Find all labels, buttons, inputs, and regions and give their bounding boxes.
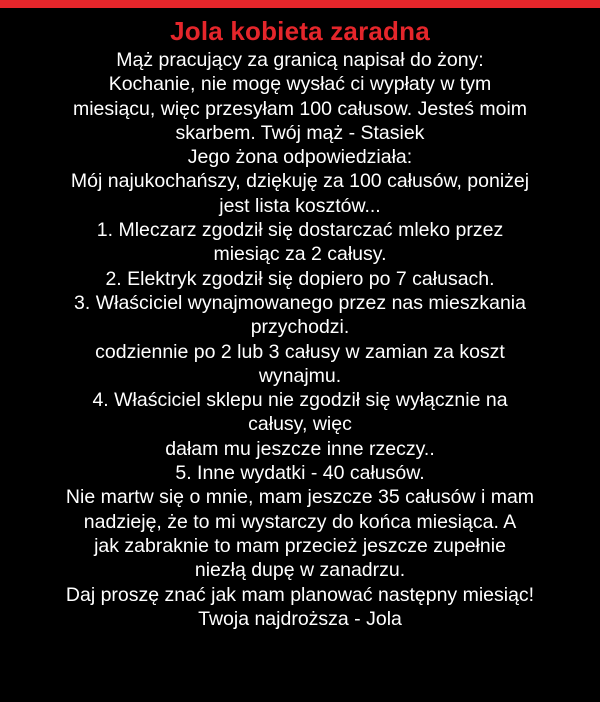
top-accent-bar [0, 0, 600, 8]
body-line: 1. Mleczarz zgodził się dostarczać mleko przez [96, 219, 504, 242]
body-line: skarbem. Twój mąż - Stasiek [175, 121, 425, 144]
body-line: dałam mu jeszcze inne rzeczy.. [165, 437, 435, 460]
body-line: miesiącu, więc przesyłam 100 całusow. Jesteś moim [72, 97, 528, 120]
body-line: Nie martw się o mnie, mam jeszcze 35 całusów i mam [65, 486, 535, 509]
body-line: wynajmu. [258, 364, 342, 387]
body-line: całusy, więc [248, 413, 352, 436]
post-title: Jola kobieta zaradna [170, 16, 430, 46]
body-line: Mój najukochańszy, dziękuję za 100 całusów, poniżej [70, 170, 530, 193]
body-line: codziennie po 2 lub 3 całusy w zamian za koszt [95, 340, 505, 363]
body-line: nadzieję, że to mi wystarczy do końca miesiąca. A [83, 510, 517, 533]
body-line: 5. Inne wydatki - 40 całusów. [175, 462, 425, 485]
body-line: 3. Właściciel wynajmowanego przez nas mieszkania [74, 291, 526, 314]
body-line: jak zabraknie to mam przecież jeszcze zupełnie [94, 534, 506, 557]
body-line: niezłą dupę w zanadrzu. [194, 559, 406, 582]
body-line: Daj proszę znać jak mam planować następny miesiąc! [65, 583, 535, 606]
body-line: 4. Właściciel sklepu nie zgodził się wyłącznie na [92, 389, 508, 412]
meme-post [0, 14, 600, 631]
body-line: 2. Elektryk zgodził się dopiero po 7 całusach. [105, 267, 495, 290]
body-line: jest lista kosztów... [219, 194, 381, 217]
post-body [0, 48, 600, 631]
body-line: miesiąc za 2 całusy. [213, 243, 387, 266]
body-line: Jego żona odpowiedziała: [187, 146, 413, 169]
body-line: Twoja najdroższa - Jola [198, 607, 402, 630]
body-line: przychodzi. [250, 316, 350, 339]
body-line: Kochanie, nie mogę wysłać ci wypłaty w tym [108, 73, 492, 96]
body-line: Mąż pracujący za granicą napisał do żony: [116, 49, 484, 71]
